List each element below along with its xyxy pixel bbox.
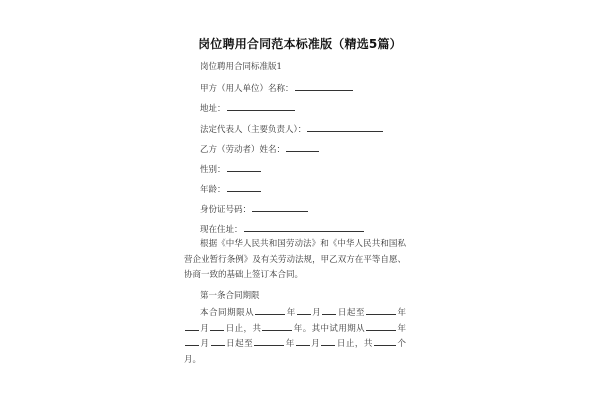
term-text-2: 年 — [286, 308, 296, 318]
current-address-line — [200, 223, 365, 236]
probation-blank-start-year — [366, 322, 396, 331]
party-a-blank — [295, 82, 353, 91]
age-label: 年龄： — [200, 185, 226, 195]
probation-blank-end-day — [321, 337, 335, 346]
current-address-label: 现在住址： — [200, 225, 243, 235]
party-b-blank — [286, 143, 319, 152]
id-number-blank — [252, 203, 308, 212]
gender-label: 性别： — [200, 165, 226, 175]
term-text-6: 月 — [200, 323, 210, 334]
address-label: 地址： — [200, 104, 226, 114]
term-text-4: 日起至 — [337, 308, 365, 318]
probation-blank-end-month — [296, 337, 310, 346]
term-paragraph — [184, 306, 406, 368]
id-number-line — [200, 203, 309, 216]
term-blank-end-day — [210, 322, 224, 331]
id-number-label: 身份证号码： — [200, 205, 252, 215]
gender-line — [200, 163, 262, 176]
party-b-label: 乙方（劳动者）姓名： — [200, 145, 286, 155]
probation-blank-start-day — [211, 337, 225, 346]
term-text-12: 年 — [285, 339, 295, 349]
probation-blank-start-month — [185, 337, 199, 346]
term-blank-start-year — [255, 306, 285, 315]
term-blank-end-month — [185, 322, 199, 331]
current-address-blank — [244, 223, 364, 232]
gender-blank — [227, 163, 261, 172]
party-a-line — [200, 82, 354, 95]
legal-rep-line — [200, 123, 384, 136]
term-text-5: 年 — [396, 308, 406, 318]
term-text-1: 本合同期限从 — [200, 308, 255, 318]
term-text-3: 月 — [311, 308, 322, 318]
term-text-15: 个月。 — [184, 339, 406, 365]
document-title: 岗位聘用合同范本标准版（精选5篇） — [198, 37, 402, 51]
legal-rep-label: 法定代表人（主要负责人）： — [200, 125, 307, 135]
term-text-9: 年 — [397, 323, 406, 334]
term-text-13: 月 — [310, 339, 321, 349]
term-text-14: 日止，共 — [336, 339, 373, 349]
term-text-11: 日起至 — [225, 339, 254, 349]
party-b-line — [200, 143, 320, 156]
age-blank — [227, 183, 261, 192]
intro-paragraph: 根据《中华人民共和国劳动法》和《中华人民共和国私营企业暂行条例》及有关劳动法规，甲乙双方在平等自愿、协商一致的基础上签订本合同。 — [184, 239, 406, 280]
term-blank-start-month — [297, 306, 311, 315]
term-blank-total-years — [262, 322, 292, 331]
probation-blank-end-year — [254, 337, 284, 346]
section1-heading: 第一条合同期限 — [200, 291, 260, 301]
address-line — [200, 102, 296, 115]
term-text-7: 日止，共 — [225, 323, 262, 334]
legal-rep-blank — [307, 123, 383, 132]
term-text-8: 年。其中试用期从 — [293, 323, 366, 334]
term-text-10: 月 — [200, 339, 210, 349]
document-subtitle: 岗位聘用合同标准版1 — [200, 62, 282, 72]
age-line — [200, 183, 262, 196]
address-blank — [227, 102, 295, 111]
party-a-label: 甲方（用人单位）名称： — [200, 84, 294, 94]
term-blank-start-day — [322, 306, 336, 315]
probation-blank-months — [374, 337, 396, 346]
term-blank-end-year — [366, 306, 396, 315]
